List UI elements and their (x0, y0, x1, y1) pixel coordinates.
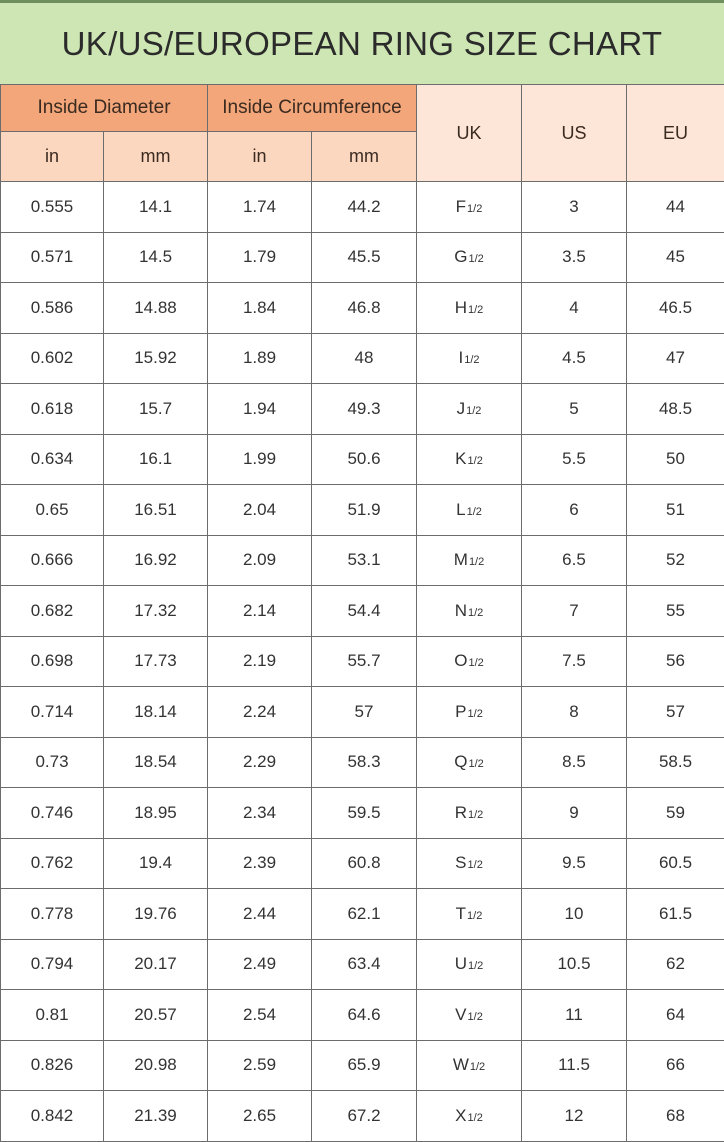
chart-title: UK/US/EUROPEAN RING SIZE CHART (0, 0, 724, 84)
uk-size-letter: K (455, 449, 466, 468)
diameter-mm-cell: 14.1 (104, 182, 208, 233)
eu-size-cell: 68 (627, 1091, 724, 1142)
us-size-cell: 10 (522, 889, 627, 940)
uk-half-suffix: 1/2 (467, 203, 482, 215)
us-size-cell: 6.5 (522, 535, 627, 586)
table-row (1, 535, 724, 586)
us-size-cell: 7 (522, 586, 627, 637)
uk-size-cell (417, 283, 522, 334)
us-size-cell: 7.5 (522, 636, 627, 687)
uk-size-letter: F (456, 197, 466, 216)
circumference-in-cell: 1.84 (208, 283, 312, 334)
diameter-in-cell: 0.555 (1, 182, 104, 233)
us-size-cell: 8.5 (522, 737, 627, 788)
uk-size-cell (417, 990, 522, 1041)
diameter-mm-cell: 21.39 (104, 1091, 208, 1142)
diameter-in-cell: 0.698 (1, 636, 104, 687)
table-row (1, 333, 724, 384)
us-size-cell: 11 (522, 990, 627, 1041)
table-row (1, 434, 724, 485)
circumference-in-cell: 2.14 (208, 586, 312, 637)
eu-size-cell: 47 (627, 333, 724, 384)
us-size-cell: 9 (522, 788, 627, 839)
circumference-in-cell: 1.74 (208, 182, 312, 233)
table-row (1, 182, 724, 233)
diameter-in-cell: 0.794 (1, 939, 104, 990)
table-row (1, 232, 724, 283)
circumference-mm-cell: 58.3 (312, 737, 417, 788)
diameter-in-cell: 0.586 (1, 283, 104, 334)
circumference-in-cell: 2.54 (208, 990, 312, 1041)
diameter-in-cell: 0.842 (1, 1091, 104, 1142)
uk-half-suffix: 1/2 (468, 708, 483, 720)
circumference-in-cell: 1.89 (208, 333, 312, 384)
diameter-in-cell: 0.714 (1, 687, 104, 738)
circumference-in-cell: 2.65 (208, 1091, 312, 1142)
eu-header: EU (627, 85, 724, 182)
eu-size-cell: 50 (627, 434, 724, 485)
us-size-cell: 3 (522, 182, 627, 233)
circumference-in-cell: 2.04 (208, 485, 312, 536)
us-size-cell: 6 (522, 485, 627, 536)
diameter-mm-cell: 16.92 (104, 535, 208, 586)
diameter-mm-cell: 17.73 (104, 636, 208, 687)
circumference-mm-cell: 50.6 (312, 434, 417, 485)
diameter-in-cell: 0.602 (1, 333, 104, 384)
uk-half-suffix: 1/2 (467, 910, 482, 922)
uk-size-cell (417, 687, 522, 738)
uk-half-suffix: 1/2 (468, 1112, 483, 1124)
uk-size-cell (417, 182, 522, 233)
table-row (1, 1040, 724, 1091)
uk-size-cell (417, 1091, 522, 1142)
circumference-mm-cell: 49.3 (312, 384, 417, 435)
diameter-mm-cell: 18.14 (104, 687, 208, 738)
uk-size-letter: T (456, 904, 466, 923)
diameter-mm-cell: 20.17 (104, 939, 208, 990)
circumference-mm-cell: 64.6 (312, 990, 417, 1041)
us-size-cell: 5 (522, 384, 627, 435)
circumference-mm-cell: 55.7 (312, 636, 417, 687)
table-row (1, 1091, 724, 1142)
uk-header: UK (417, 85, 522, 182)
diameter-mm-cell: 20.57 (104, 990, 208, 1041)
circumference-in-header: in (208, 132, 312, 182)
table-row (1, 788, 724, 839)
eu-size-cell: 59 (627, 788, 724, 839)
uk-size-cell (417, 434, 522, 485)
diameter-in-cell: 0.634 (1, 434, 104, 485)
uk-size-cell (417, 737, 522, 788)
eu-size-cell: 55 (627, 586, 724, 637)
uk-size-letter: Q (454, 752, 467, 771)
uk-half-suffix: 1/2 (468, 960, 483, 972)
uk-half-suffix: 1/2 (468, 607, 483, 619)
table-row (1, 838, 724, 889)
diameter-mm-cell: 16.51 (104, 485, 208, 536)
circumference-mm-cell: 57 (312, 687, 417, 738)
circumference-in-cell: 2.49 (208, 939, 312, 990)
circumference-in-cell: 1.94 (208, 384, 312, 435)
eu-size-cell: 51 (627, 485, 724, 536)
diameter-mm-cell: 19.76 (104, 889, 208, 940)
diameter-mm-cell: 18.95 (104, 788, 208, 839)
diameter-mm-header: mm (104, 132, 208, 182)
table-row (1, 737, 724, 788)
diameter-in-cell: 0.571 (1, 232, 104, 283)
uk-half-suffix: 1/2 (466, 405, 481, 417)
diameter-in-cell: 0.65 (1, 485, 104, 536)
circumference-mm-cell: 63.4 (312, 939, 417, 990)
uk-size-cell (417, 586, 522, 637)
eu-size-cell: 58.5 (627, 737, 724, 788)
circumference-mm-cell: 48 (312, 333, 417, 384)
uk-size-letter: X (455, 1106, 466, 1125)
uk-half-suffix: 1/2 (468, 859, 483, 871)
eu-size-cell: 44 (627, 182, 724, 233)
uk-size-cell (417, 889, 522, 940)
table-row (1, 283, 724, 334)
table-row (1, 990, 724, 1041)
circumference-in-cell: 2.29 (208, 737, 312, 788)
uk-size-letter: I (458, 348, 463, 367)
us-size-cell: 5.5 (522, 434, 627, 485)
table-row (1, 889, 724, 940)
uk-size-cell (417, 788, 522, 839)
uk-size-letter: M (454, 550, 468, 569)
eu-size-cell: 62 (627, 939, 724, 990)
circumference-mm-header: mm (312, 132, 417, 182)
eu-size-cell: 46.5 (627, 283, 724, 334)
diameter-in-cell: 0.746 (1, 788, 104, 839)
us-size-cell: 9.5 (522, 838, 627, 889)
uk-size-cell (417, 838, 522, 889)
eu-size-cell: 45 (627, 232, 724, 283)
diameter-in-cell: 0.826 (1, 1040, 104, 1091)
uk-size-letter: U (455, 954, 467, 973)
uk-size-cell (417, 485, 522, 536)
circumference-mm-cell: 62.1 (312, 889, 417, 940)
diameter-in-cell: 0.762 (1, 838, 104, 889)
diameter-mm-cell: 14.88 (104, 283, 208, 334)
uk-size-cell (417, 636, 522, 687)
uk-size-letter: V (455, 1005, 466, 1024)
eu-size-cell: 56 (627, 636, 724, 687)
diameter-in-cell: 0.618 (1, 384, 104, 435)
us-size-cell: 3.5 (522, 232, 627, 283)
uk-half-suffix: 1/2 (464, 354, 479, 366)
inside-diameter-header: Inside Diameter (1, 85, 208, 132)
diameter-in-header: in (1, 132, 104, 182)
uk-size-letter: H (455, 298, 467, 317)
circumference-mm-cell: 46.8 (312, 283, 417, 334)
diameter-in-cell: 0.666 (1, 535, 104, 586)
uk-size-cell (417, 1040, 522, 1091)
uk-size-cell (417, 333, 522, 384)
uk-half-suffix: 1/2 (470, 1061, 485, 1073)
uk-size-cell (417, 384, 522, 435)
eu-size-cell: 64 (627, 990, 724, 1041)
ring-size-table (0, 84, 724, 1142)
uk-size-letter: O (454, 651, 467, 670)
uk-size-letter: W (453, 1055, 469, 1074)
eu-size-cell: 60.5 (627, 838, 724, 889)
us-size-cell: 12 (522, 1091, 627, 1142)
eu-size-cell: 66 (627, 1040, 724, 1091)
circumference-in-cell: 1.99 (208, 434, 312, 485)
uk-size-letter: P (455, 702, 466, 721)
diameter-in-cell: 0.81 (1, 990, 104, 1041)
uk-size-cell (417, 939, 522, 990)
diameter-mm-cell: 20.98 (104, 1040, 208, 1091)
circumference-mm-cell: 51.9 (312, 485, 417, 536)
diameter-in-cell: 0.682 (1, 586, 104, 637)
uk-half-suffix: 1/2 (467, 506, 482, 518)
uk-size-letter: R (455, 803, 467, 822)
diameter-mm-cell: 16.1 (104, 434, 208, 485)
us-header: US (522, 85, 627, 182)
table-row (1, 485, 724, 536)
circumference-in-cell: 2.19 (208, 636, 312, 687)
circumference-in-cell: 2.34 (208, 788, 312, 839)
uk-half-suffix: 1/2 (468, 1011, 483, 1023)
uk-half-suffix: 1/2 (468, 758, 483, 770)
diameter-mm-cell: 14.5 (104, 232, 208, 283)
table-body (1, 182, 724, 1142)
uk-size-cell (417, 535, 522, 586)
table-row (1, 939, 724, 990)
circumference-in-cell: 2.44 (208, 889, 312, 940)
uk-half-suffix: 1/2 (468, 253, 483, 265)
uk-size-letter: N (455, 601, 467, 620)
circumference-in-cell: 2.09 (208, 535, 312, 586)
diameter-mm-cell: 18.54 (104, 737, 208, 788)
uk-half-suffix: 1/2 (468, 455, 483, 467)
diameter-in-cell: 0.778 (1, 889, 104, 940)
circumference-mm-cell: 53.1 (312, 535, 417, 586)
circumference-in-cell: 1.79 (208, 232, 312, 283)
uk-size-letter: L (456, 500, 465, 519)
eu-size-cell: 52 (627, 535, 724, 586)
circumference-mm-cell: 54.4 (312, 586, 417, 637)
circumference-mm-cell: 65.9 (312, 1040, 417, 1091)
uk-half-suffix: 1/2 (469, 556, 484, 568)
inside-circumference-header: Inside Circumference (208, 85, 417, 132)
us-size-cell: 4.5 (522, 333, 627, 384)
circumference-mm-cell: 59.5 (312, 788, 417, 839)
uk-size-letter: G (454, 247, 467, 266)
us-size-cell: 11.5 (522, 1040, 627, 1091)
uk-half-suffix: 1/2 (468, 304, 483, 316)
circumference-in-cell: 2.39 (208, 838, 312, 889)
uk-size-cell (417, 232, 522, 283)
uk-half-suffix: 1/2 (468, 657, 483, 669)
table-row (1, 687, 724, 738)
diameter-mm-cell: 17.32 (104, 586, 208, 637)
diameter-mm-cell: 15.92 (104, 333, 208, 384)
table-row (1, 636, 724, 687)
circumference-mm-cell: 67.2 (312, 1091, 417, 1142)
eu-size-cell: 57 (627, 687, 724, 738)
table-row (1, 586, 724, 637)
diameter-mm-cell: 15.7 (104, 384, 208, 435)
us-size-cell: 4 (522, 283, 627, 334)
diameter-mm-cell: 19.4 (104, 838, 208, 889)
eu-size-cell: 61.5 (627, 889, 724, 940)
eu-size-cell: 48.5 (627, 384, 724, 435)
circumference-mm-cell: 60.8 (312, 838, 417, 889)
circumference-in-cell: 2.24 (208, 687, 312, 738)
circumference-in-cell: 2.59 (208, 1040, 312, 1091)
table-row (1, 384, 724, 435)
diameter-in-cell: 0.73 (1, 737, 104, 788)
circumference-mm-cell: 44.2 (312, 182, 417, 233)
circumference-mm-cell: 45.5 (312, 232, 417, 283)
uk-size-letter: S (455, 853, 466, 872)
us-size-cell: 8 (522, 687, 627, 738)
uk-size-letter: J (457, 399, 466, 418)
us-size-cell: 10.5 (522, 939, 627, 990)
uk-half-suffix: 1/2 (468, 809, 483, 821)
